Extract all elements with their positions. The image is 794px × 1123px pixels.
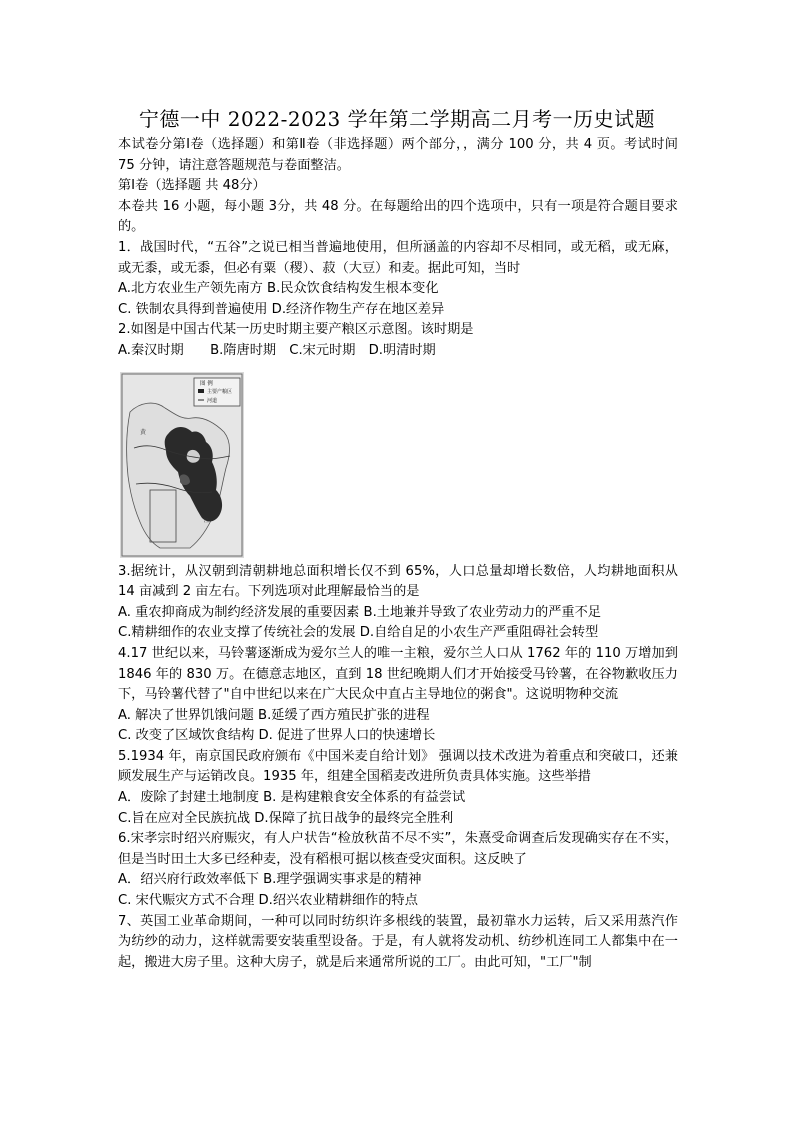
instructions-paragraph: 本卷共 16 小题，每小题 3分，共 48 分。在每题给出的四个选项中，只有一项是符合题目要求的。 [118,198,678,235]
svg-text:黄: 黄 [140,428,147,436]
question-2-options: A.秦汉时期 B.隋唐时期 C.宋元时期 D.明清时期 [118,342,436,358]
exam-content [118,135,678,973]
question-7-stem: 7、英国工业革命期间，一种可以同时纺织许多根线的装置，最初靠水力运转，后又采用蒸汽作为纺纱的动力，这样就需要安装重型设备。于是，有人就将发动机、纺纱机连同工人都集中在一起，搬进大房子里。这种大房子，就是后来通常所说的工厂。由此可知，"工厂"制 [118,913,678,970]
question-1-options-cd: C. 铁制农具得到普遍使用 D.经济作物生产存在地区差异 [118,301,445,317]
question-5-options-cd: C.旨在应对全民族抗战 D.保障了抗日战争的最终完全胜利 [118,810,454,826]
map-legend-river: 河道 [207,397,218,404]
question-3-stem: 3.据统计，从汉朝到清朝耕地总面积增长仅不到 65%，人口总量却增长数倍，人均耕地面积从 14 亩减到 2 亩左右。下列选项对此理解最恰当的是 [118,563,678,600]
question-4-options-cd: C. 改变了区域饮食结构 D. 促进了世界人口的快速增长 [118,728,436,744]
question-5-options-ab: A．废除了封建土地制度 B. 是构建粮食安全体系的有益尝试 [118,790,466,806]
grain-region-map [120,372,244,558]
question-3-options-ab: A. 重农抑商成为制约经济发展的重要因素 B.土地兼并导致了农业劳动力的严重不足 [118,604,601,620]
question-2-stem: 2.如图是中国古代某一历史时期主要产粮区示意图。该时期是 [118,322,474,338]
map-legend-grain: 主要产粮区 [207,388,233,395]
question-1-options-ab: A.北方农业生产领先南方 B.民众饮食结构发生根本变化 [118,281,439,297]
map-legend-title: 图 例 [200,380,213,387]
question-3-options-cd: C.精耕细作的农业支撑了传统社会的发展 D.自给自足的小农生产严重阻碍社会转型 [118,625,599,641]
question-6-stem: 6.宋孝宗时绍兴府赈灾，有人户状告“检放秋苗不尽不实”，朱熹受命调查后发现确实存在不实，但是当时田土大多已经种麦，没有稻根可据以核查受灾面积。这反映了 [118,831,678,867]
svg-text:江: 江 [204,517,210,524]
question-6-options-ab: A．绍兴府行政效率低下 B.理学强调实事求是的精神 [118,872,422,888]
intro-paragraph: 本试卷分第Ⅰ卷（选择题）和第Ⅱ卷（非选择题）两个部分，，满分 100 分，共 4 页。考试时间 75 分钟，请注意答题规范与卷面整洁。 [118,137,678,173]
question-4-options-ab: A. 解决了世界饥饿问题 B.延缓了西方殖民扩张的进程 [118,707,430,723]
page-title: 宁德一中 2022-2023 学年第二学期高二月考一历史试题 [138,107,656,131]
question-5-stem: 5.1934 年，南京国民政府颁布《中国米麦自给计划》 强调以技术改进为着重点和突破口，还兼顾发展生产与运销改良。1935 年，组建全国稻麦改进所负责具体实施。这些举措 [118,748,678,785]
question-4-stem: 4.17 世纪以来，马铃薯逐渐成为爱尔兰人的唯一主粮，爱尔兰人口从 1762 年的 110 万增加到 1846 年的 830 万。在德意志地区，直到 18 世纪晚期人们才开始接受马铃薯，在谷物歉收压力下，马铃薯代替了"自中世纪以来在广大民众中直占主导地位的粥食"。这说明物种交流 [118,645,678,703]
question-1-stem: 1．战国时代，“五谷”之说已相当普遍地使用，但所涵盖的内容却不尽相同，或无稻，或无麻，或无黍，或无黍，但必有粟（稷）、菽（大豆）和麦。据此可知，当时 [118,239,678,276]
question-6-options-cd: C. 宋代赈灾方式不合理 D.绍兴农业精耕细作的特点 [118,893,418,909]
section-title: 第Ⅰ卷（选择题 共 48分） [118,178,266,194]
